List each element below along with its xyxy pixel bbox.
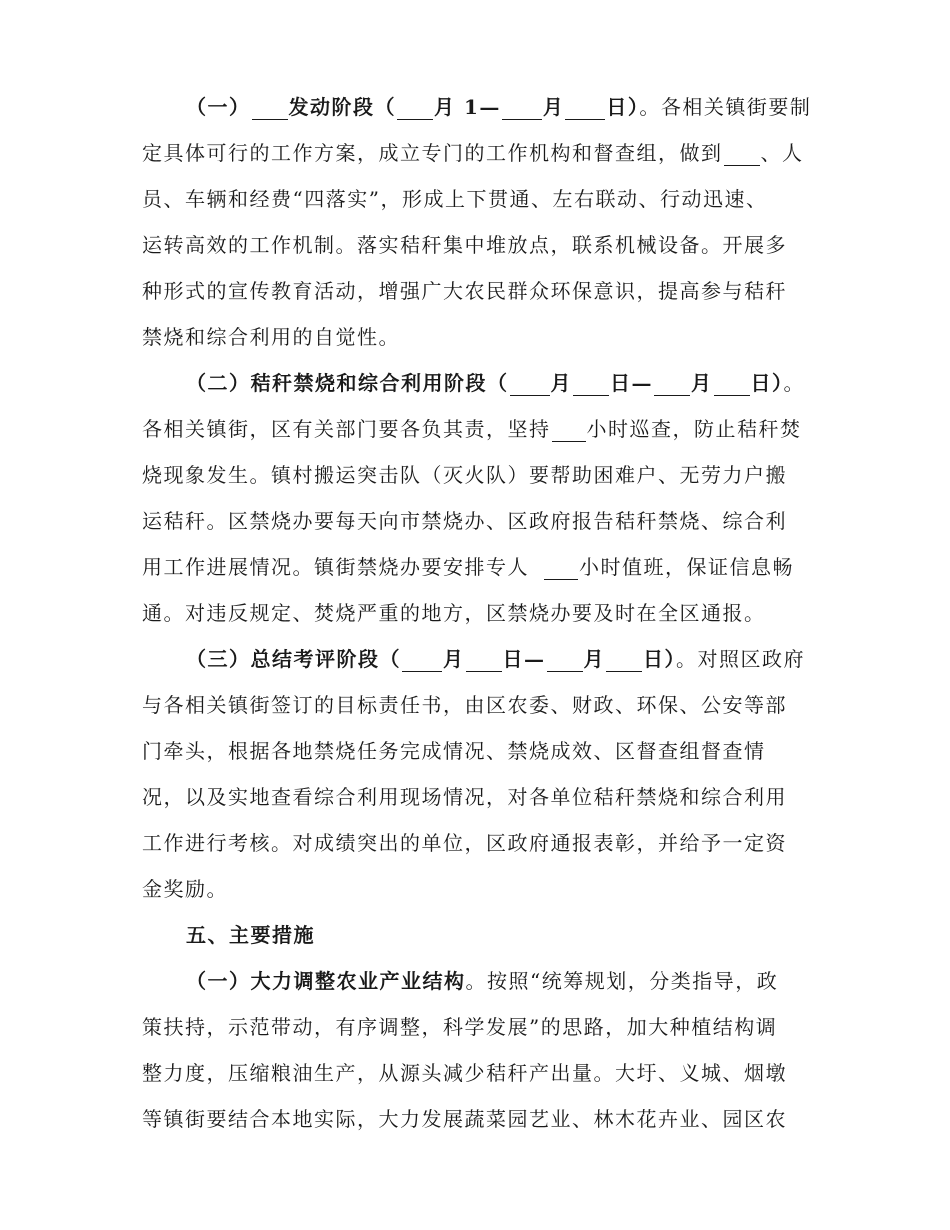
p2-heading-month: 月 xyxy=(550,371,572,395)
p3-line-1 xyxy=(142,636,812,682)
p3-line-3: 门牵头，根据各地禁烧任务完成情况、禁烧成效、区督查组督查情 xyxy=(142,739,766,763)
blank-field[interactable] xyxy=(397,97,433,120)
p3-heading-month: 月 xyxy=(443,647,465,671)
p2-line-1-text: 。 xyxy=(783,371,805,395)
p1-heading-day: 日） xyxy=(606,95,640,119)
p1-heading-month2: 月 xyxy=(542,95,565,119)
p1-line-1 xyxy=(142,84,812,130)
blank-field[interactable] xyxy=(547,649,583,672)
p4-heading: （一）大力调整农业产业结构 xyxy=(186,969,466,993)
p2-line-3: 烧现象发生。镇村搬运突击队（灭火队）要帮助困难户、无劳力户搬 xyxy=(142,463,787,487)
p2-line-6: 通。对违反规定、焚烧严重的地方，区禁烧办要及时在全区通报。 xyxy=(142,601,766,625)
p2-heading-title: （二）秸秆禁烧和综合利用阶段（ xyxy=(186,371,509,395)
p2-line-4: 运秸秆。区禁烧办要每天向市禁烧办、区政府报告秸秆禁烧、综合利 xyxy=(142,509,787,533)
blank-field[interactable] xyxy=(466,649,502,672)
blank-field[interactable] xyxy=(573,373,609,396)
p3-heading-month2: 月 xyxy=(583,647,605,671)
p1-line-2 xyxy=(142,130,812,176)
blank-field[interactable] xyxy=(654,373,690,396)
section-heading: 五、主要措施 xyxy=(186,923,315,947)
p4-line-3: 整力度，压缩粮油生产，从源头减少秸秆产出量。大圩、义城、烟墩 xyxy=(142,1061,787,1085)
blank-field[interactable] xyxy=(724,143,760,166)
p2-line-2-tail: 小时巡查，防止秸秆焚 xyxy=(586,417,802,441)
p1-line-5: 种形式的宣传教育活动，增强广大农民群众环保意识，提高参与秸秆 xyxy=(142,279,787,303)
p4-line-4: 等镇街要结合本地实际，大力发展蔬菜园艺业、林木花卉业、园区农 xyxy=(142,1107,787,1131)
p3-line-6: 金奖励。 xyxy=(142,877,228,901)
p1-heading-number: （一） xyxy=(186,95,251,119)
p1-heading-month: 月 1— xyxy=(434,95,501,119)
blank-field[interactable] xyxy=(606,649,642,672)
p3-heading-day: 日— xyxy=(502,647,546,671)
p2-line-2-text: 各相关镇街，区有关部门要各负其责，坚持 xyxy=(142,417,551,441)
p3-heading-title: （三）总结考评阶段（ xyxy=(186,647,401,671)
blank-field[interactable] xyxy=(502,97,542,120)
blank-field[interactable] xyxy=(565,97,605,120)
p2-heading-day: 日— xyxy=(610,371,653,395)
p4-line-2: 策扶持，示范带动，有序调整，科学发展”的思路，加大种植结构调 xyxy=(142,1015,778,1039)
p2-line-5 xyxy=(142,544,812,590)
p3-line-5: 工作进行考核。对成绩突出的单位，区政府通报表彰，并给予一定资 xyxy=(142,831,787,855)
p1-heading-title: 发动阶段（ xyxy=(288,95,396,119)
blank-field[interactable] xyxy=(714,373,750,396)
blank-field[interactable] xyxy=(510,373,550,396)
p3-line-2: 与各相关镇街签订的目标责任书，由区农委、财政、环保、公安等部 xyxy=(142,693,787,717)
p1-line-1-text: 。各相关镇街要制 xyxy=(639,95,812,119)
p3-line-1-text: 。对照区政府 xyxy=(676,647,805,671)
p1-line-2-tail: 、人 xyxy=(760,141,804,165)
p2-line-5-tail: 小时值班，保证信息畅 xyxy=(579,555,794,579)
p2-line-5-text: 用工作进展情况。镇街禁烧办要安排专人 xyxy=(142,555,529,579)
blank-field[interactable] xyxy=(402,649,442,672)
blank-field[interactable] xyxy=(544,557,578,580)
p2-heading-month2: 月 xyxy=(691,371,713,395)
p3-line-4: 况，以及实地查看综合利用现场情况，对各单位秸秆禁烧和综合利用 xyxy=(142,785,787,809)
p1-line-6: 禁烧和综合利用的自觉性。 xyxy=(142,325,400,349)
p4-line-1 xyxy=(142,958,812,1004)
p1-line-2-text: 定具体可行的工作方案，成立专门的工作机构和督查组，做到 xyxy=(142,141,723,165)
p2-line-1 xyxy=(142,360,812,406)
blank-field[interactable] xyxy=(552,419,586,442)
p2-heading-day2: 日） xyxy=(750,371,784,395)
document-body xyxy=(142,84,812,1142)
p1-line-3: 员、车辆和经费“四落实”，形成上下贯通、左右联动、行动迅速、 xyxy=(142,187,768,211)
blank-field[interactable] xyxy=(252,97,288,120)
p1-line-4: 运转高效的工作机制。落实秸秆集中堆放点，联系机械设备。开展多 xyxy=(142,233,787,257)
p4-line-1-text: 。按照“统筹规划，分类指导，政 xyxy=(465,969,779,993)
p2-line-2 xyxy=(142,406,812,452)
p3-heading-day2: 日） xyxy=(643,647,676,671)
